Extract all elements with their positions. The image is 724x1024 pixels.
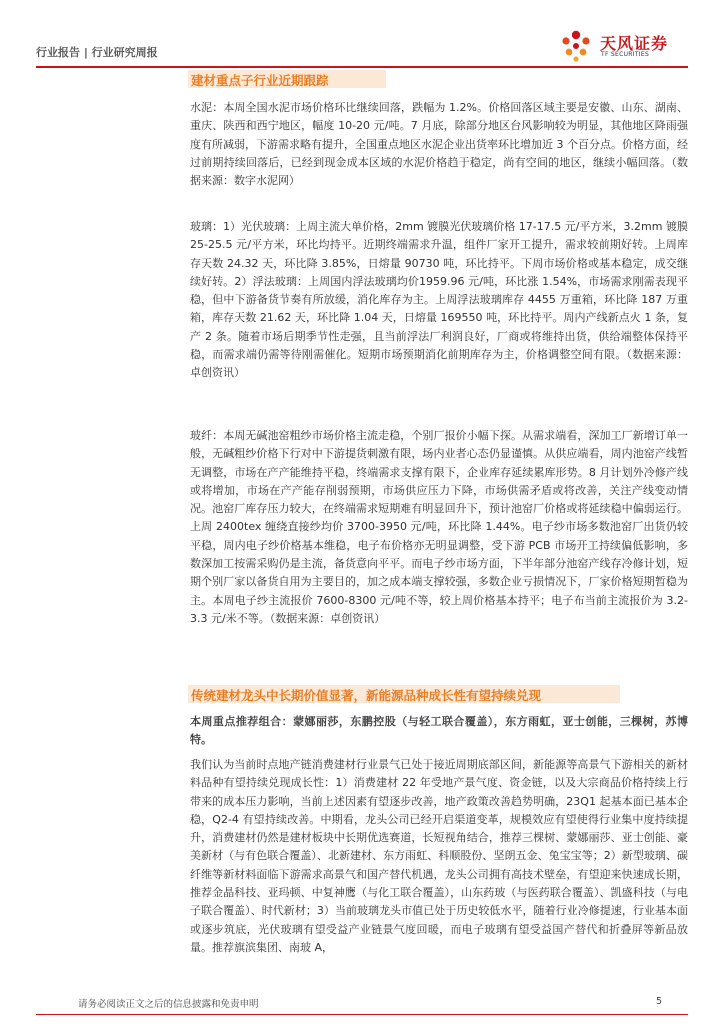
paragraph-recommended-portfolio: 本周重点推荐组合：蒙娜丽莎，东鹏控股（与轻工联合覆盖），东方雨虹，亚士创能，三棵树，苏博特。	[190, 715, 688, 747]
paragraph-cement: 水泥：本周全国水泥市场价格环比继续回落，跌幅为 1.2%。价格回落区域主要是安徽、山东、湖南、重庆、陕西和西宁地区，幅度 10-20 元/吨。7 月底，除部分地区台风影响较为明显，其他地区降雨强度有所减弱，下游需求略有提升，全国重点地区水泥企业出货率环比增加近 3 个百分点。价格方面，经过前期持续回落后，已经到现金成本区域的水泥价格趋于稳定，尚有空间的地区，继续小幅回落。（数据来源：数字水泥网）	[190, 101, 688, 188]
flower-logo-icon	[558, 28, 594, 64]
footer-divider	[36, 1014, 688, 1015]
tf-securities-logo	[558, 28, 688, 66]
paragraph-investment-view: 我们认为当前时点地产链消费建材行业景气已处于接近周期底部区间，新能源等高景气下游相关的新材料品种有望持续兑现成长性：1）消费建材 22 年受地产景气度、资金链，以及大宗商品价格持续上行带来的成本压力影响，当前上述因素有望逐步改善，地产政策改善趋势明确，23Q1 起基本面已基本企稳，Q2-4 有望持续改善。中期看，龙头公司已经开启渠道变革，规模效应有望使得行业集中度持续提升，消费建材仍然是建材板块中长期优选赛道，长短视角结合，推荐三棵树、蒙娜丽莎、亚士创能、豪美新材（与有色联合覆盖）、北新建材、东方雨虹、科顺股份、坚朗五金、兔宝宝等；2）新型玻璃、碳纤维等新材料面临下游需求高景气和国产替代机遇，龙头公司拥有高技术壁垒，有望迎来快速成长期，推荐金晶科技、亚玛顿、中复神鹰（与化工联合覆盖），山东药玻（与医药联合覆盖）、凯盛科技（与电子联合覆盖）、时代新材；3）当前玻璃龙头市值已处于历史较低水平，随着行业冷修提速，行业基本面或逐步筑底，光伏玻璃有望受益产业链景气度回暖，而电子玻璃有望受益国产替代和折叠屏等新品放量。推荐旗滨集团、南玻 A，	[190, 758, 688, 954]
paragraph-glass: 玻璃：1）光伏玻璃：上周主流大单价格，2mm 镀膜光伏玻璃价格 17-17.5 元/平方米，3.2mm 镀膜 25-25.5 元/平方米，环比均持平。近期终端需求升温，组件厂家开工提升，需求较前期好转。上周库存天数 24.32 天，环比降 3.85%，日熔量 90730 吨，环比持平。下周市场价格或基本稳定，成交继续好转。2）浮法玻璃：上周国内浮法玻璃均价1959.96 元/吨，环比涨 1.54%，市场需求刚需表现平稳，但中下游备货节奏有所放缓，消化库存为主。上周浮法玻璃库存 4455 万重箱，环比降 187 万重箱，库存天数 21.62 天，环比降 1.04 天，日熔量 169550 吨，环比持平。周内产线新点火 1 条，复产 2 条。随着市场后期季节性走强，且当前浮法厂利润良好，厂商或将维持出货，供给端整体保持平稳，而需求端仍需等待刚需催化。短期市场预期消化前期库存为主，价格调整空间有限。（数据来源：卓创资讯）	[190, 220, 688, 380]
header-divider	[36, 66, 688, 68]
section-title-industry-tracking: 建材重点子行业近期跟踪	[191, 73, 329, 88]
logo-name: 天风证券	[600, 34, 669, 53]
page-header	[36, 34, 688, 66]
paragraph-glass-fiber: 玻纤：本周无碱池窑粗纱市场价格主流走稳，个别厂报价小幅下探。从需求端看，深加工厂新增订单一般，无碱粗纱价格下行对中下游提货刺激有限，场内业者心态仍显谨慎。从供应端看，周内池窑产线暂无调整，市场在产产能维持平稳，终端需求支撑有限下，企业库存延续累库形势。8 月计划外冷修产线或将增加，市场在产产能存削弱预期，市场供应压力下降，市场供需矛盾或将改善，关注产线变动情况。池窑厂库存压力较大，在终端需求短期难有明显回升下，预计池窑厂价格或将延续稳中偏弱运行。上周 2400tex 缠绕直接纱均价 3700-3950 元/吨，环比降 1.44%。电子纱市场多数池窑厂出货仍较平稳，周内电子纱价格基本维稳，电子布价格亦无明显调整，受下游 PCB 市场开工持续偏低影响，多数深加工按需采购仍是主流，备货意向平平。而电子纱市场方面，下半年部分池窑产线存冷修计划，短期个别厂家以备货自用为主要目的，加之成本端支撑较强，多数企业亏损情况下，厂家价格短期暂稳为主。本周电子纱主流报价 7600-8300 元/吨不等，较上周价格基本持平；电子布当前主流报价为 3.2-3.3 元/米不等。（数据来源：卓创资讯）	[190, 429, 688, 625]
logo-subtitle: TF SECURITIES	[601, 51, 650, 58]
report-type: 行业报告 | 行业研究周报	[36, 46, 158, 59]
section-title-value-growth: 传统建材龙头中长期价值显著，新能源品种成长性有望持续兑现	[191, 688, 542, 703]
disclaimer-note: 请务必阅读正文之后的信息披露和免责申明	[78, 999, 259, 1010]
page-number: 5	[655, 996, 662, 1007]
